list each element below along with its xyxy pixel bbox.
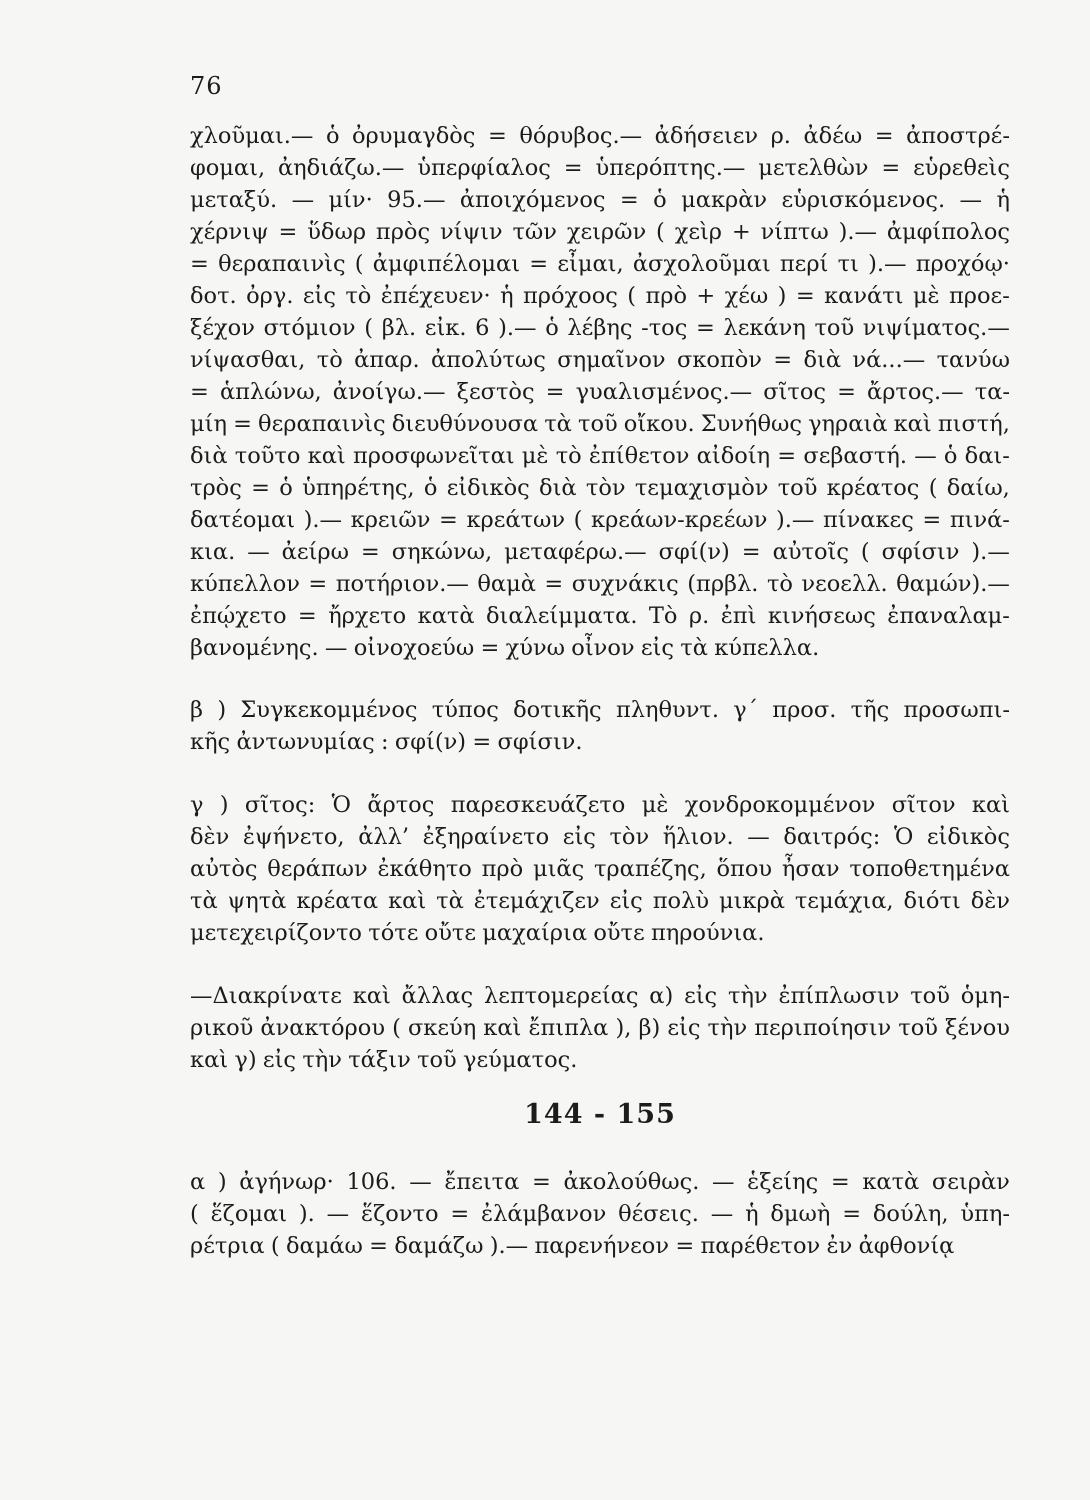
text-line: κύπελλον = ποτήριον.— θαμὰ = συχνάκις (πρβλ. τὸ νεοελλ. θαμών).— <box>190 571 1010 597</box>
paragraph <box>190 980 1010 1076</box>
text-line: α ) ἀγήνωρ· 106. — ἔπειτα = ἀκολούθως. — ἑξείης = κατὰ σειρὰν <box>190 1169 1010 1195</box>
text-line: διὰ τοῦτο καὶ προσφωνεῖται μὲ τὸ ἐπίθετον αἰδοίη = σεβαστή. — ὁ δαι- <box>190 443 1010 469</box>
paragraph <box>190 1166 1010 1262</box>
text-line: ρικοῦ ἀνακτόρου ( σκεύη καὶ ἔπιπλα ), β) εἰς τὴν περιποίησιν τοῦ ξένου <box>190 1015 1010 1041</box>
text-line: βανομένης. — οἰνοχοεύω = χύνω οἶνον εἰς τὰ κύπελλα. <box>190 635 820 661</box>
text-line: φομαι, ἀηδιάζω.— ὑπερφίαλος = ὑπερόπτης.— μετελθὼν = εὑρεθεὶς <box>190 155 1010 181</box>
text-line: νίψασθαι, τὸ ἀπαρ. ἀπολύτως σημαῖνον σκοπὸν = διὰ νά...— τανύω <box>190 347 1010 373</box>
page-number: 76 <box>190 72 223 100</box>
text-line: ( ἕζομαι ). — ἕζοντο = ἐλάμβανον θέσεις. — ἡ δμωὴ = δούλη, ὑπη- <box>190 1201 1010 1227</box>
text-line: χλοῦμαι.— ὁ ὀρυμαγδὸς = θόρυβος.— ἀδήσειεν ρ. ἀδέω = ἀποστρέ- <box>190 123 1010 149</box>
text-line: ξέχον στόμιον ( βλ. εἰκ. 6 ).— ὁ λέβης -τος = λεκάνη τοῦ νιψίματος.— <box>190 315 1010 341</box>
text-line: χέρνιψ = ὕδωρ πρὸς νίψιν τῶν χειρῶν ( χεὶρ + νίπτω ).— ἀμφίπολος <box>190 219 1010 245</box>
text-line: γ ) σῖτος: Ὁ ἄρτος παρεσκευάζετο μὲ χονδροκομμένον σῖτον καὶ <box>190 792 1010 818</box>
text-line: ἐπῴχετο = ἤρχετο κατὰ διαλείμματα. Τὸ ρ. ἐπὶ κινήσεως ἐπαναλαμ- <box>190 603 1010 629</box>
text-line: καὶ γ) εἰς τὴν τάξιν τοῦ γεύματος. <box>190 1047 578 1073</box>
text-line: ρέτρια ( δαμάω = δαμάζω ).— παρενήνεον = παρέθετον ἐν ἀφθονίᾳ <box>190 1233 955 1259</box>
text-line: κια. — ἀείρω = σηκώνω, μεταφέρω.— σφί(ν) = αὐτοῖς ( σφίσιν ).— <box>190 539 1010 565</box>
text-line: —Διακρίνατε καὶ ἄλλας λεπτομερείας α) εἰς τὴν ἐπίπλωσιν τοῦ ὁμη- <box>190 983 1010 1009</box>
text-line: μίη = θεραπαινὶς διευθύνουσα τὰ τοῦ οἴκου. Συνήθως γηραιὰ καὶ πιστή, <box>190 411 1010 437</box>
paragraph <box>190 694 1010 758</box>
section-heading: 144 - 155 <box>524 1099 676 1130</box>
text-line: β ) Συγκεκομμένος τύπος δοτικῆς πληθυντ. γ΄ προσ. τῆς προσωπι- <box>190 697 1010 723</box>
text-line: = ἁπλώνω, ἀνοίγω.— ξεστὸς = γυαλισμένος.— σῖτος = ἄρτος.— τα- <box>190 379 1010 405</box>
text-line: μεταξύ. — μίν· 95.— ἀποιχόμενος = ὁ μακρὰν εὑρισκόμενος. — ἡ <box>190 187 1010 213</box>
text-line: δὲν ἐψήνετο, ἀλλ’ ἐξηραίνετο εἰς τὸν ἥλιον. — δαιτρός: Ὁ εἰδικὸς <box>190 824 1010 850</box>
text-line: κῆς ἀντωνυμίας : σφί(ν) = σφίσιν. <box>190 729 583 755</box>
text-line: δοτ. ὀργ. εἰς τὸ ἐπέχευεν· ἡ πρόχοος ( πρὸ + χέω ) = κανάτι μὲ προε- <box>190 283 1010 309</box>
text-line: = θεραπαινὶς ( ἀμφιπέλομαι = εἶμαι, ἀσχολοῦμαι περί τι ).— προχόῳ· <box>190 251 1010 277</box>
text-line: αὐτὸς θεράπων ἐκάθητο πρὸ μιᾶς τραπέζης, ὅπου ἦσαν τοποθετημένα <box>190 856 1010 882</box>
paragraph <box>190 120 1010 664</box>
text-line: τὰ ψητὰ κρέατα καὶ τὰ ἐτεμάχιζεν εἰς πολὺ μικρὰ τεμάχια, διότι δὲν <box>190 888 1010 914</box>
paragraph <box>190 789 1010 949</box>
page-body <box>190 120 1010 1262</box>
text-line: δατέομαι ).— κρειῶν = κρεάτων ( κρεάων-κρεέων ).— πίνακες = πινά- <box>190 507 1010 533</box>
text-line: μετεχειρίζοντο τότε οὔτε μαχαίρια οὔτε πηρούνια. <box>190 920 765 946</box>
text-line: τρὸς = ὁ ὑπηρέτης, ὁ εἰδικὸς διὰ τὸν τεμαχισμὸν τοῦ κρέατος ( δαίω, <box>190 475 1010 501</box>
